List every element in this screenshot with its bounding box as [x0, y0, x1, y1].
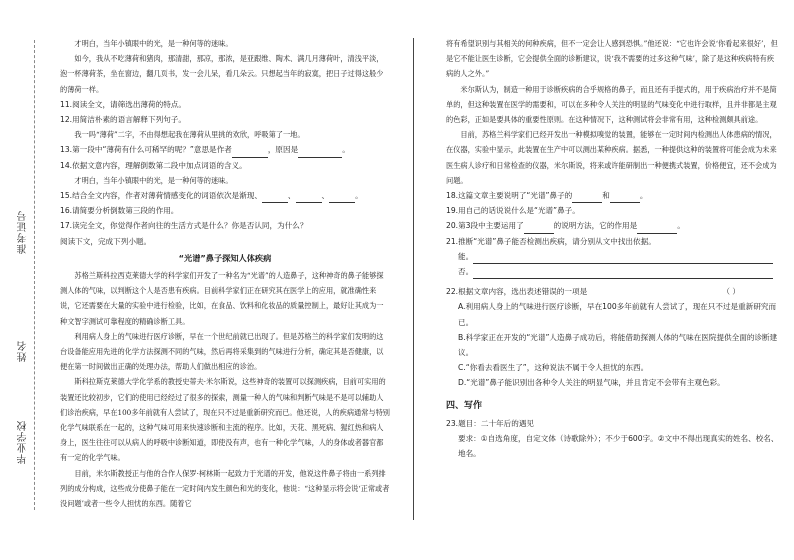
- question-13-text: 13.第一段中“薄荷有什么可稀罕的呢？”意思是作者: [60, 145, 232, 155]
- question-19: 19.用自己的话说说什么是“光谱”鼻子。: [446, 206, 580, 216]
- question-12-quote: 我一吗“薄荷”二字，不由得想起我在薄荷从里挑的欢欣，呼吸第了一地。: [74, 130, 305, 140]
- answer-blank[interactable]: [524, 225, 554, 234]
- answer-blank[interactable]: [637, 225, 677, 234]
- question-13: 13.第一段中“薄荷有什么可稀罕的呢？”意思是作者 ，原因是 。: [60, 142, 390, 157]
- article-paragraph: 斯科拉斯克莱德大学化学系的教授史蒂夫·米尔斯说，这些神奇的装置可以探测疾病，目前可实用的装置还比较初步，它们的使用已经经过了很多的探索，测量一种人的气味和判断气味是不是可以辅助人们诊治疾病，早在100多年前就有人尝试了，现在只不过是重新研究而已。他还说，人的疾病通常与特别化学气味联系在一起的，这种气味可用来快速诊断和主流的程序。比如，天花、黑死病、猩红热和病人身上，医生往往可以从病人的呼吸中诊断知道，即使没有声，也有一种化学气味，人的身体或者器官都有一定的化学气味。: [60, 377, 390, 463]
- right-column: [446, 36, 780, 461]
- answer-blank[interactable]: [262, 194, 288, 203]
- exam-number-label: 准考证号: [18, 210, 29, 254]
- question-16: 16.请简要分析倒数第三段的作用。: [60, 206, 179, 216]
- answer-line[interactable]: [473, 269, 773, 279]
- reading-intro: 阅读下文，完成下列小题。: [60, 236, 152, 246]
- article-paragraph: 目前，苏格兰科学家们已经开发出一种模拟嗅觉的装置，能够在一定时间内检测出人体患病的情况，在仪器，实验中显示，此装置在生产中可以测出某种疾病。据悉，一种提供这种的装置将可能会成为未来医生病人诊疗和日常检查的仪器，米尔斯说，将来或许能研制出一种便携式装置，价格便宜，还不会成为问题。: [446, 130, 777, 185]
- name-label: 姓名: [18, 340, 29, 362]
- answer-blank[interactable]: [298, 149, 342, 158]
- article-title: “光谱”鼻子探知人体疾病: [178, 252, 272, 263]
- question-14-quote: 才明白，当年小镇眼中的光，是一种何等的迷味。: [74, 175, 233, 185]
- answer-line-no: [446, 264, 780, 279]
- section-heading: 四、写作: [446, 400, 483, 411]
- article-paragraph: 将有希望识别与其相关的何种疾病，但不一定会让人感到恐惧。”他还说：“它也许会说‘你看起来很好’，但是它不能让医生诊断，它会提供全面的诊断建议，说‘我不需要的过多这种气味’，除了是这种疾病特有疾病的人之外。”: [446, 39, 778, 79]
- question-23: 23.题目：二十年后的遇见: [446, 418, 535, 428]
- binding-margin: [4, 40, 44, 540]
- question-20: 20.第3段中主要运用了 的说明方法，它的作用是 。: [446, 218, 780, 233]
- answer-blank[interactable]: [329, 194, 355, 203]
- question-20-tail: 的说明方法，它的作用是: [553, 221, 638, 231]
- option-a: A.利用病人身上的气味进行医疗诊断，早在100多年前就有人尝试了，现在只不过是重新研究而已。: [458, 302, 777, 327]
- answer-blank[interactable]: [610, 194, 640, 203]
- writing-requirements: 要求：①自选角度，自定文体（诗歌除外）；不少于600字。②文中不得出现真实的姓名、校名、地名。: [458, 434, 779, 459]
- column-divider: [413, 38, 414, 520]
- school-label: 毕业学校: [18, 420, 29, 464]
- article-paragraph: 目前，米尔斯教授正与他的合作人保罗·柯林斯一起致力于光谱的开发，他说这件鼻子将由一系列排列的成分构成，这些成分使鼻子能在一定时间内发生颜色和光的变化，他说：“这种显示将会说‘正常或者没问题’或者一些令人担忧的东西。随着它: [60, 468, 390, 509]
- question-21: 21.推断“光谱”鼻子能否检测出疾病，请分别从文中找出依据。: [446, 236, 656, 246]
- no-label: 否。: [458, 267, 474, 277]
- question-13-tail: ，原因是: [267, 145, 299, 155]
- question-18-mid: 和: [602, 191, 610, 201]
- option-c: C.“你看去看医生了”，这种说法不属于令人担忧的东西。: [458, 363, 649, 373]
- question-20-text: 20.第3段中主要运用了: [446, 221, 524, 231]
- yes-label: 能。: [458, 251, 474, 261]
- answer-line[interactable]: [473, 254, 773, 264]
- question-12: 12.用简洁朴素的语言解释下列句子。: [60, 115, 186, 125]
- article-paragraph: 苏格兰斯科拉西克莱德大学的科学家们开发了一种名为“光谱”的人造鼻子，这种神奇的鼻子能够探测人体的气味，以判断这个人是否患有疾病。目前科学家们正在研究其在医学上的应用，就准确性来说，它还需要在大量的实验中进行检验，比如，在食品、饮料和化妆品的质量控制上，最好让其成为一种文智字测试可靠程度的精确诊断工具。: [60, 271, 384, 326]
- question-15: 15.结合全文内容，作者对薄荷情感变化的词语依次是渐现、 、 、 。: [60, 188, 390, 203]
- question-15-text: 15.结合全文内容，作者对薄荷情感变化的词语依次是渐现、: [60, 191, 262, 201]
- question-18: 18.这篇文章主要说明了“光谱”鼻子的 和 。: [446, 188, 780, 203]
- question-17: 17.读完全文，你觉得作者向往的生活方式是什么？你是否认同，为什么？: [60, 221, 308, 231]
- question-14: 14.依据文意内容，理解倒数第二段中加点词语的含义。: [60, 160, 247, 170]
- option-b: B.科学家正在开发的“光谱”人造鼻子成功后，将能借助探测人体的气味在医院提供全面的诊断建议。: [458, 332, 778, 358]
- answer-blank[interactable]: [572, 194, 602, 203]
- cut-line: [34, 40, 35, 510]
- answer-blank[interactable]: [232, 149, 268, 158]
- question-22-text: 22.根据文章内容，选出表述错误的一项是: [446, 287, 588, 297]
- question-22: [446, 284, 780, 299]
- passage-paragraph: 如今，我从不吃薄荷和猪肉，那清甜，那凉，那浓，是亚跟维、陶术、满几月薄荷叶，清浅平淡，泡一杯薄荷茶，坐在窗边，翻几页书，发一会儿呆，看几朵云。只想起当年的寂寞，把日子过得这般少的薄荷一样。: [60, 54, 384, 94]
- answer-blank[interactable]: [296, 194, 322, 203]
- answer-bracket[interactable]: （ ）: [722, 287, 740, 297]
- answer-line-yes: [446, 249, 780, 264]
- passage-paragraph: 才明白，当年小镇眼中的光，是一种何等的迷味。: [74, 39, 233, 48]
- option-d: D.“光谱”鼻子能识别出各种令人关注的明显气味，并且肯定不会带有主观色彩。: [458, 378, 725, 388]
- left-column: [60, 36, 390, 511]
- question-11: 11.阅读全文，请筛选出薄荷的特点。: [60, 99, 186, 109]
- question-18-text: 18.这篇文章主要说明了“光谱”鼻子的: [446, 191, 573, 201]
- article-paragraph: 米尔斯认为，制造一种用于诊断疾病的合乎规格的鼻子，而且还有手提式的，用于疾病治疗并不是简单的，但这种装置在医学的需要和，可以在多种令人关注的明显的气味变化中进行取样，且并非都是主观的色彩，正如是要具体的重要性原则。在这种情况下，这种测试将会非常有用，这种检测颇具前途。: [446, 84, 777, 125]
- article-paragraph: 利用病人身上的气味进行医疗诊断，早在一个世纪前就已出现了。但是苏格兰的科学家们发明的这台设备能应用先进的化学方法探测不同的气味，然后再将采集到的气味进行分析，确定其是否健康，以便在第一时间做出正确的处理办法，帮助人们做出相应的诊治。: [60, 331, 384, 372]
